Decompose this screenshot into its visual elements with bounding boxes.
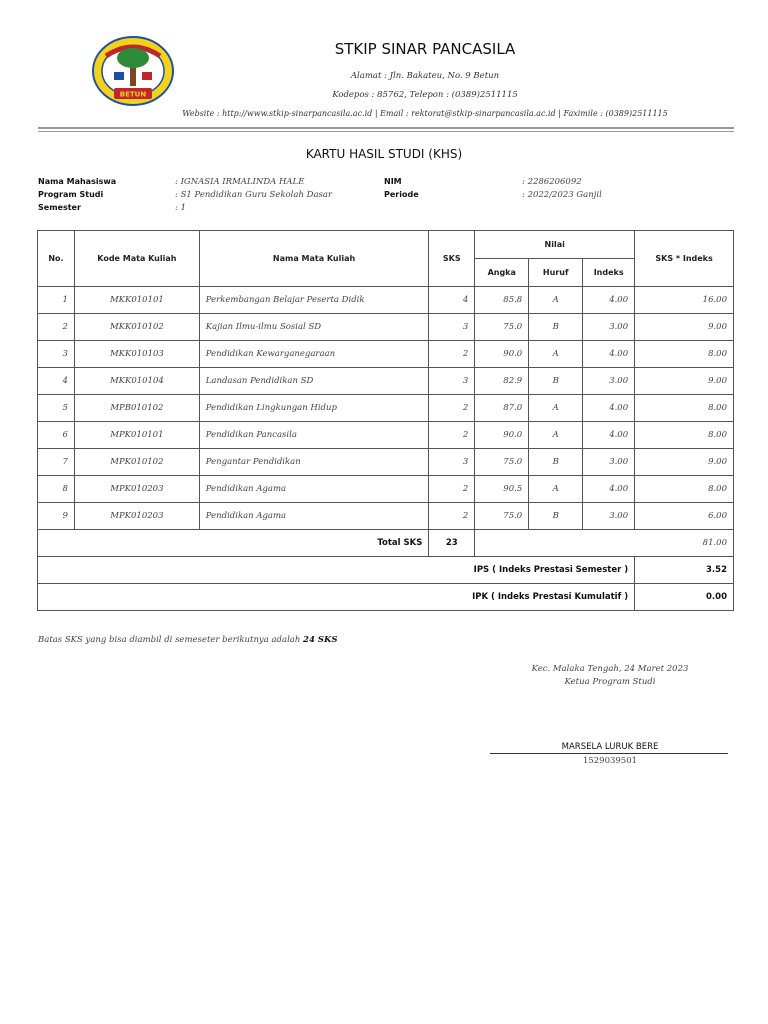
row-sks: 3 [429,449,475,476]
row-course-name: Pengantar Pendidikan [199,449,429,476]
table-row [38,368,734,395]
header-sks: SKS [429,231,475,287]
row-huruf: B [529,449,583,476]
row-huruf: B [529,503,583,530]
table-row [38,314,734,341]
row-huruf: B [529,368,583,395]
ipk-label: IPK ( Indeks Prestasi Kumulatif ) [38,584,635,611]
row-indeks: 3.00 [583,449,635,476]
header-course-name: Nama Mata Kuliah [199,231,429,287]
row-angka: 82.9 [475,368,529,395]
row-huruf: A [529,395,583,422]
header-indeks: Indeks [583,259,635,287]
row-angka: 75.0 [475,449,529,476]
total-sks-value: 23 [429,530,475,557]
row-course-name: Kajian Ilmu-ilmu Sosial SD [199,314,429,341]
row-indeks: 4.00 [583,476,635,503]
row-huruf: A [529,476,583,503]
row-sks-indeks: 8.00 [635,341,734,368]
table-row [38,476,734,503]
row-sks: 2 [429,395,475,422]
row-code: MKK010103 [74,341,199,368]
row-course-name: Pendidikan Agama [199,503,429,530]
nim-value: : 2286206092 [522,177,582,187]
institution-postal-phone: Kodepos : 85762, Telepon : (0389)2511115 [332,90,518,100]
row-indeks: 4.00 [583,287,635,314]
row-course-name: Pendidikan Lingkungan Hidup [199,395,429,422]
sks-limit-text: Batas SKS yang bisa diambil di semeseter berikutnya adalah [38,635,301,645]
row-indeks: 3.00 [583,368,635,395]
row-indeks: 4.00 [583,395,635,422]
logo-caption: BETUN [119,90,147,99]
student-name-value: : IGNASIA IRMALINDA HALE [175,177,305,187]
institution-name: STKIP SINAR PANCASILA [334,40,516,58]
signatory-id: 1529039501 [582,756,638,766]
institution-contact: Website : http://www.stkip-sinarpancasila.ac.id | Email : rektorat@stkip-sinarpancasila.ac.id | Faximile : (0389)2511115 [182,109,668,118]
row-code: MPB010102 [74,395,199,422]
header-divider-thin [38,131,734,132]
semester-value: : 1 [175,203,186,213]
row-angka: 90.0 [475,341,529,368]
signatory-name: MARSELA LURUK BERE [561,742,659,752]
header-angka: Angka [475,259,529,287]
table-row [38,422,734,449]
row-course-name: Pendidikan Kewarganegaraan [199,341,429,368]
row-indeks: 3.00 [583,314,635,341]
row-sks: 2 [429,503,475,530]
row-indeks: 4.00 [583,341,635,368]
row-no: 2 [38,314,75,341]
row-sks-indeks: 8.00 [635,476,734,503]
row-indeks: 3.00 [583,503,635,530]
ips-label: IPS ( Indeks Prestasi Semester ) [38,557,635,584]
grades-table [37,230,734,611]
row-angka: 75.0 [475,314,529,341]
program-value: : S1 Pendidikan Guru Sekolah Dasar [175,190,333,200]
sks-limit-value: 24 SKS [303,635,338,645]
row-course-name: Landasan Pendidikan SD [199,368,429,395]
row-no: 5 [38,395,75,422]
program-label: Program Studi [38,190,104,199]
row-huruf: A [529,422,583,449]
table-row [38,287,734,314]
row-huruf: A [529,287,583,314]
row-course-name: Pendidikan Pancasila [199,422,429,449]
row-code: MKK010101 [74,287,199,314]
row-sks-indeks: 9.00 [635,314,734,341]
ips-row [38,557,734,584]
row-huruf: B [529,314,583,341]
row-no: 8 [38,476,75,503]
header-nilai: Nilai [475,231,635,259]
total-points-value: 81.00 [475,530,734,557]
row-sks: 2 [429,422,475,449]
row-code: MPK010102 [74,449,199,476]
semester-label: Semester [38,203,81,212]
row-course-name: Pendidikan Agama [199,476,429,503]
row-sks-indeks: 8.00 [635,422,734,449]
row-no: 4 [38,368,75,395]
institution-address: Alamat : Jln. Bakateu, No. 9 Betun [350,71,500,81]
row-sks-indeks: 16.00 [635,287,734,314]
header-no: No. [38,231,75,287]
row-code: MPK010203 [74,476,199,503]
row-sks-indeks: 8.00 [635,395,734,422]
row-no: 9 [38,503,75,530]
row-angka: 87.0 [475,395,529,422]
row-sks: 3 [429,368,475,395]
table-row [38,341,734,368]
ips-value: 3.52 [635,557,734,584]
header-huruf: Huruf [529,259,583,287]
row-sks-indeks: 6.00 [635,503,734,530]
period-value: : 2022/2023 Ganjil [522,190,602,200]
institution-logo [92,36,174,106]
ipk-row [38,584,734,611]
row-indeks: 4.00 [583,422,635,449]
row-sks: 3 [429,314,475,341]
row-code: MKK010102 [74,314,199,341]
header-sks-indeks: SKS * Indeks [635,231,734,287]
row-angka: 75.0 [475,503,529,530]
signature-line [490,753,728,754]
row-no: 7 [38,449,75,476]
row-code: MPK010101 [74,422,199,449]
nim-label: NIM [384,177,402,186]
signature-role: Ketua Program Studi [564,677,656,687]
row-angka: 90.5 [475,476,529,503]
header-divider [38,127,734,129]
ipk-value: 0.00 [635,584,734,611]
row-code: MKK010104 [74,368,199,395]
row-no: 3 [38,341,75,368]
document-title: KARTU HASIL STUDI (KHS) [305,147,463,161]
table-row [38,395,734,422]
row-code: MPK010203 [74,503,199,530]
total-sks-label: Total SKS [38,530,429,557]
student-name-label: Nama Mahasiswa [38,177,117,186]
row-angka: 85.8 [475,287,529,314]
row-sks-indeks: 9.00 [635,449,734,476]
signature-place-date: Kec. Malaka Tengah, 24 Maret 2023 [531,664,689,674]
header-course-code: Kode Mata Kuliah [74,231,199,287]
row-angka: 90.0 [475,422,529,449]
row-no: 1 [38,287,75,314]
row-huruf: A [529,341,583,368]
row-sks: 4 [429,287,475,314]
sks-limit-note [38,635,338,645]
period-label: Periode [384,190,419,199]
total-sks-row [38,530,734,557]
row-no: 6 [38,422,75,449]
table-row [38,503,734,530]
table-row [38,449,734,476]
row-course-name: Perkembangan Belajar Peserta Didik [199,287,429,314]
row-sks: 2 [429,341,475,368]
row-sks-indeks: 9.00 [635,368,734,395]
row-sks: 2 [429,476,475,503]
